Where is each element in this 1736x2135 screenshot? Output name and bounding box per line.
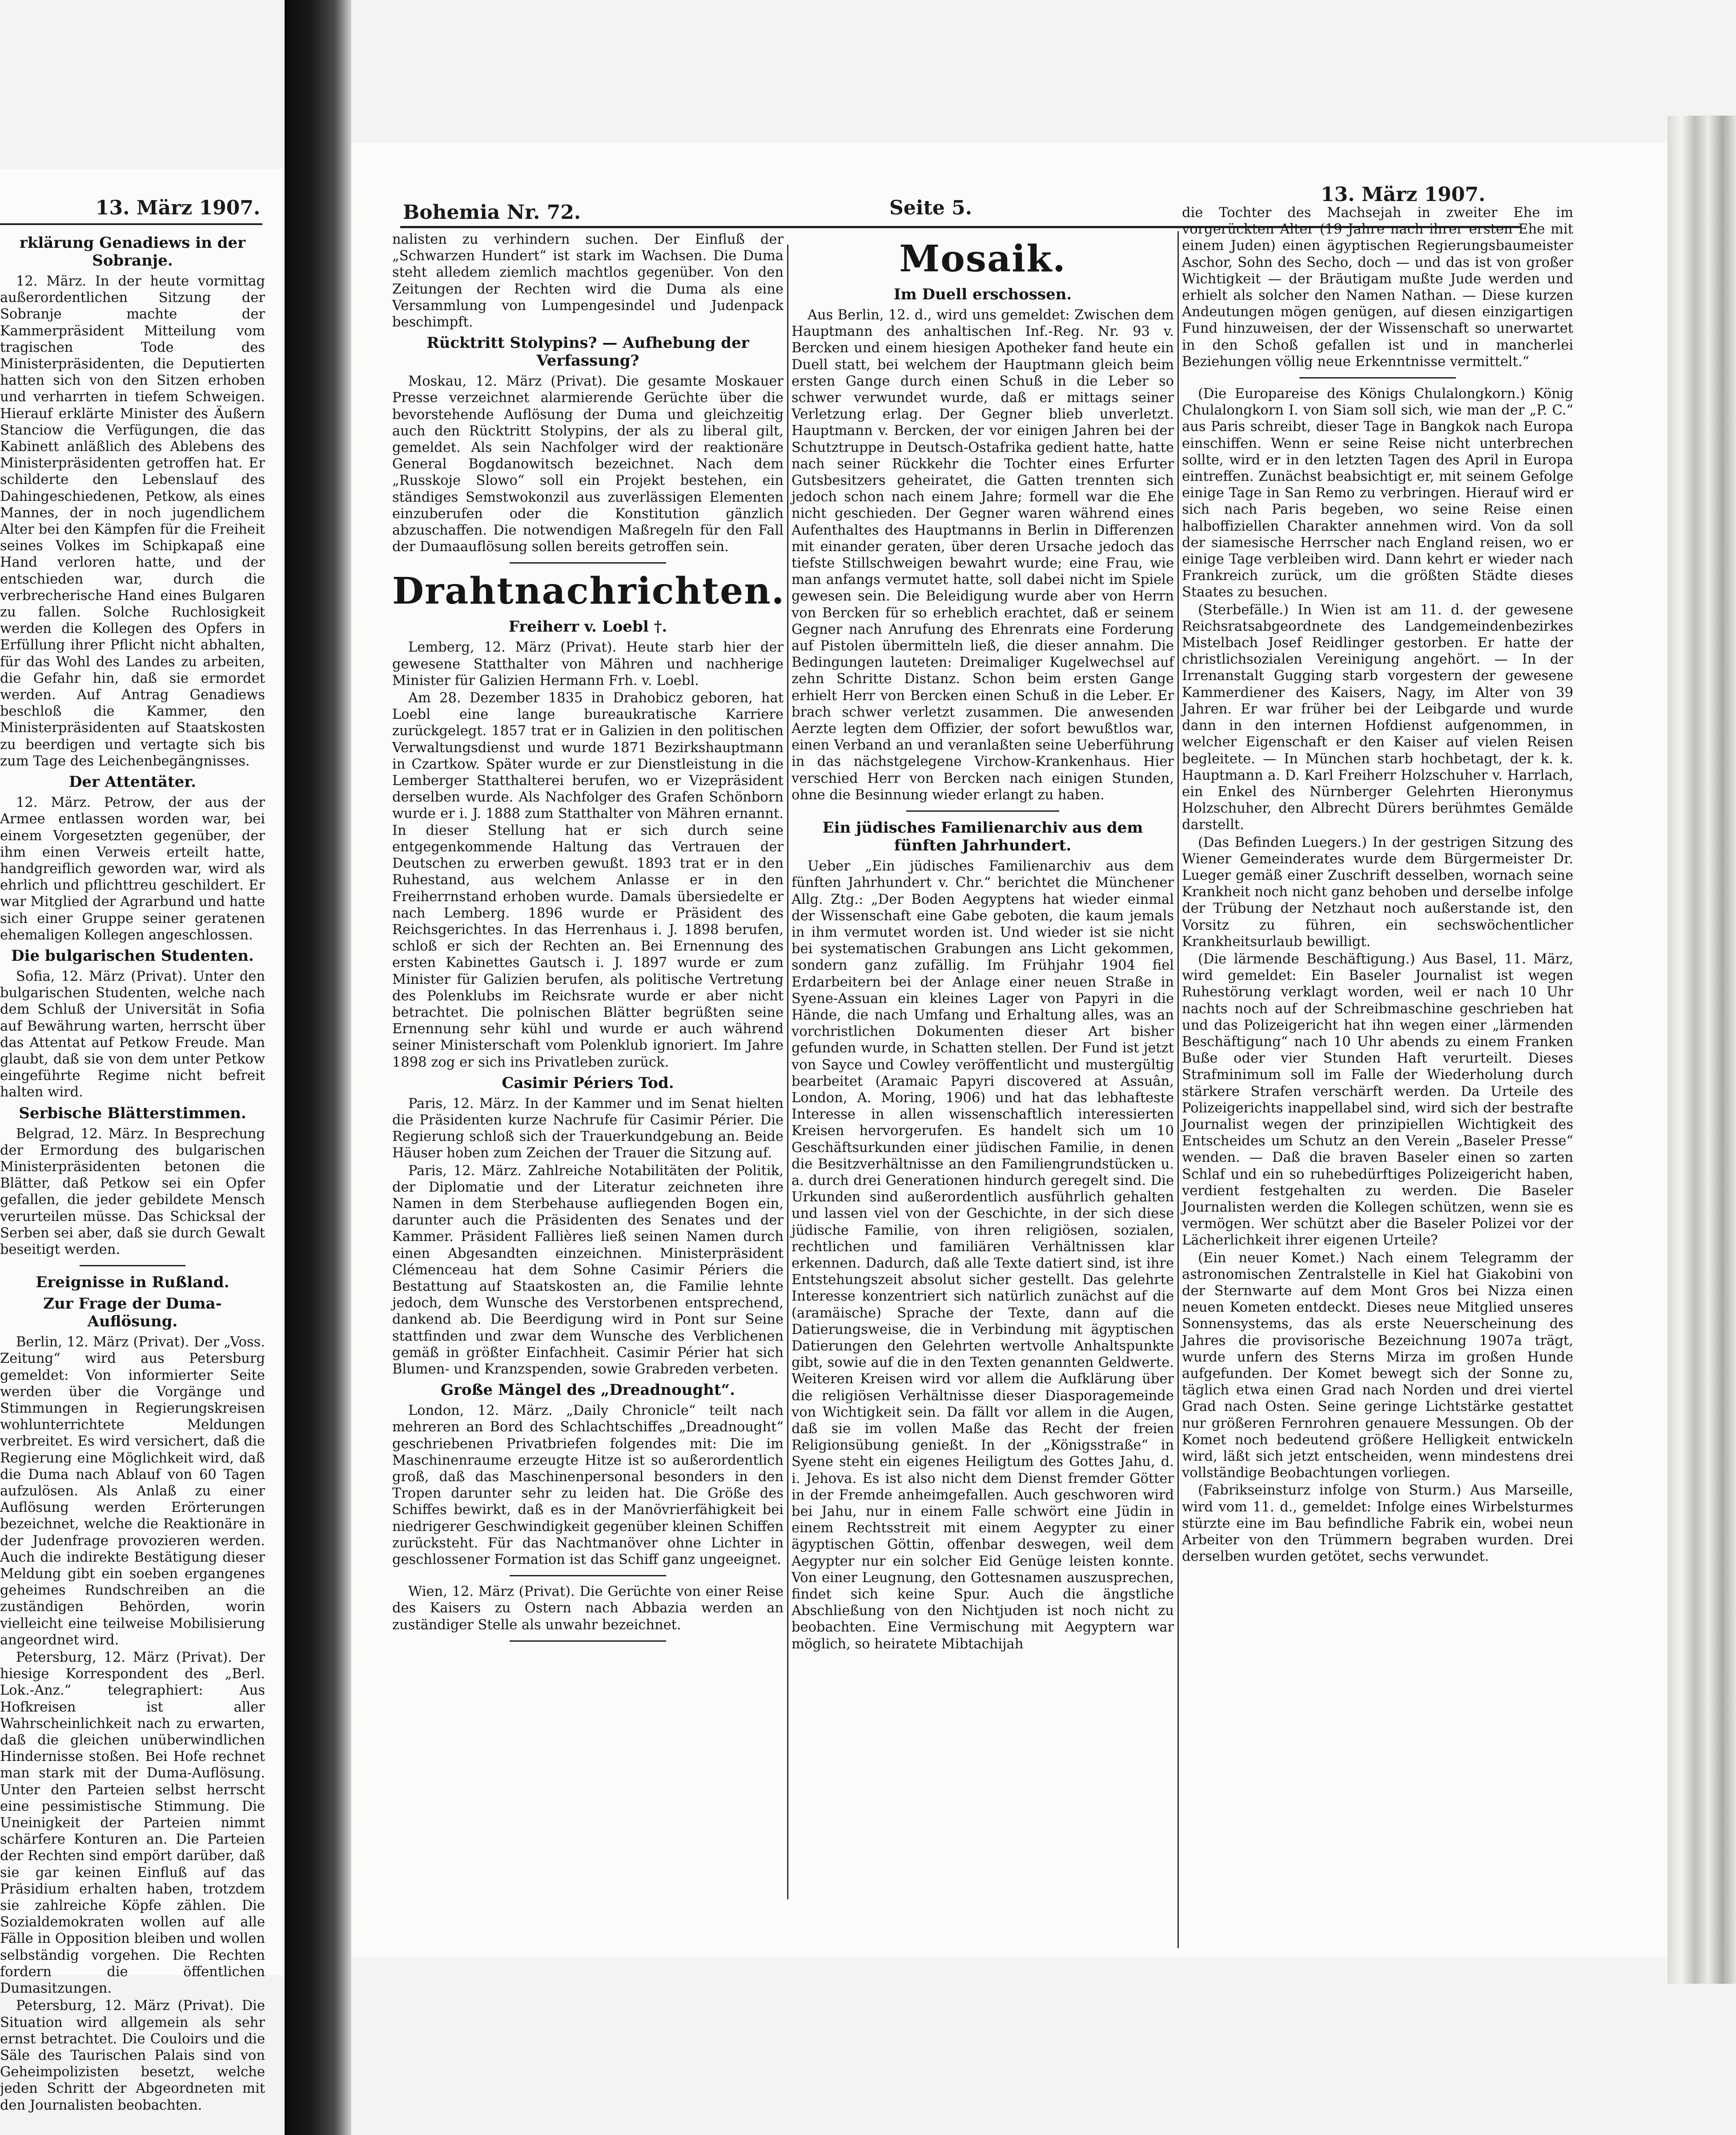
article-paragraph: Aus Berlin, 12. d., wird uns gemeldet: Zwischen dem Hauptmann des anhaltischen Inf.-Reg. Nr. 93 v. Bercken und einem hiesigen Apotheker fand heute ein Duell statt, bei welchem der Hauptmann gleich beim ersten Gange durch einen Schuß in die Leber so schwer verwundet wurde, daß er mittags seiner Verletzung erlag. Der Gegner blieb unverletzt. Hauptmann v. Bercken, der vor einigen Jahren bei der Schutztruppe in Deutsch-Ostafrika gedient hatte, hatte nach seiner Rückkehr die Tochter eines Erfurter Gutsbesitzers geheiratet, die Gatten trennten sich jedoch schon nach einem Jahre; formell war die Ehe nicht geschieden. Der Gegner waren während eines Aufenthaltes des Hauptmanns in Berlin in Differenzen mit einander geraten, über deren Ursache jedoch das tiefste Stillschweigen bewahrt wurde; eine Frau, wie man anfangs vermutet hatte, soll dabei nicht im Spiele gewesen sein. Die Beleidigung wurde aber von Herrn von Bercken für so erheblich erachtet, daß er seinem Gegner nach Anrufung des Ehrenrats eine Forderung auf Pistolen übermitteln ließ, die dieser annahm. Die Bedingungen lauteten: Dreimaliger Kugelwechsel auf zehn Schritte Distanz. Schon beim ersten Gange erhielt Herr von Bercken einen Schuß in die Leber. Er brach schwer verletzt zusammen. Die anwesenden Aerzte legten dem Offizier, der sofort bewußtlos war, einen Verband an und veranlaßten seine Ueberführung in das nächstgelegene Virchow-Krankenhaus. Hier verschied Herr von Bercken nach einigen Stunden, ohne die Besinnung wieder erlangt zu haben.: [792, 307, 1174, 803]
article-paragraph: Paris, 12. März. In der Kammer und im Senat hielten die Präsidenten kurze Nachrufe für Casimir Périer. Die Regierung schloß sich der Trauerkundgebung an. Beide Häuser hoben zum Zeichen der Trauer die Sitzung auf.: [392, 1096, 784, 1161]
left-page: [0, 169, 285, 2113]
article-paragraph: Am 28. Dezember 1835 in Drahobicz geboren, hat Loebl eine lange bureaukratische Karriere zurückgelegt. 1857 trat er in Galizien in den politischen Verwaltungsdienst und wurde 1871 Bezirkshauptmann in Czartkow. Später wurde er zur Dienstleistung in die Lemberger Statthalterei berufen, wo er Vizepräsident derselben wurde. Als Nachfolger des Grafen Schönborn wurde er i. J. 1888 zum Statthalter von Mähren ernannt. In dieser Stellung hat er sich durch seine entgegenkommende Haltung das Vertrauen der Deutschen zu erwerben gewußt. 1893 trat er in den Ruhestand, aus welchem Anlasse er in den Freiherrnstand erhoben wurde. Damals übersiedelte er nach Lemberg. 1896 wurde er Präsident des Reichsgerichtes. In das Herrenhaus i. J. 1898 berufen, schloß er sich der Rechten an. Bei Ernennung des ersten Kabinettes Gautsch i. J. 1897 wurde er zum Minister für Galizien berufen, als politische Vertretung des Polenklubs im Reichsrate wurde er aber nicht betrachtet. Die polnischen Blätter begrüßten seine Ernennung sehr kühl und wurde er auch während seiner Ministerschaft vom Polenklub ignoriert. Im Jahre 1898 zog er sich ins Privatleben zurück.: [392, 690, 784, 1070]
column-divider-2: [1177, 231, 1179, 1948]
article-headline: Im Duell erschossen.: [893, 286, 1072, 303]
article-paragraph: die Tochter des Machsejah in zweiter Ehe im vorgerückten Alter (19 Jahre nach ihrer ersten Ehe mit einem Juden) einen ägyptischen Regierungsbaumeister Aschor, Sohn des Secho, doch — und das ist von großer Wichtigkeit — der Bräutigam mußte Jude werden und erhielt als solcher den Namen Nathan. — Diese kurzen Andeutungen mögen genügen, auf diesen einzigartigen Fund hinzuweisen, der der Wissenschaft so unerwartet in den Schoß gefallen ist und in mancherlei Beziehungen völlig neue Erkenntnisse vermittelt.“: [1182, 205, 1573, 370]
article-paragraph: (Fabrikseinsturz infolge von Sturm.) Aus Marseille, wird vom 11. d., gemeldet: Infolge eines Wirbelsturmes stürzte eine im Bau befindliche Fabrik ein, wobei neun Arbeiter von den Trümmern begraben wurden. Drei derselben wurden getötet, sechs verwundet.: [1182, 1482, 1573, 1565]
issue-date: 13. März 1907.: [1321, 183, 1486, 206]
article-paragraph: (Die lärmende Beschäftigung.) Aus Basel, 11. März, wird gemeldet: Ein Baseler Journalist ist wegen Ruhestörung verklagt worden, weil er nach 10 Uhr nachts noch auf der Schreibmaschine geschrieben hat und das Polizeigericht hat ihn wegen einer „lärmenden Beschäftigung“ nach 10 Uhr abends zu einem Franken Buße oder vier Stunden Haft verurteilt. Dieses Strafminimum soll im Falle der Wiederholung durch stärkere Strafen verschärft werden. Da Urteile des Polizeigerichts inappellabel sind, wird sich der bestrafte Journalist wegen der prinzipiellen Wichtigkeit des Entscheides um Schutz an den Verein „Baseler Presse“ wenden. — Daß die braven Baseler einen so zarten Schlaf und ein so ruhebedürftiges Polizeigericht haben, verdient festgehalten zu werden. Die Baseler Journalisten werden die Kollegen schützen, wenn sie es vermögen. Wer schützt aber die Baseler Polizei vor der Lächerlichkeit ihrer eigenen Urteile?: [1182, 951, 1573, 1249]
paper-title: Bohemia Nr. 72.: [403, 201, 581, 224]
article-paragraph: (Sterbefälle.) In Wien ist am 11. d. der gewesene Reichsratsabgeordnete des Landgemeindenbezirkes Mistelbach Josef Reidlinger gestorben. Er hatte der christlichsozialen Vereinigung angehört. — In der Irrenanstalt Gugging starb vorgestern der gewesene Kammerdiener des Kaisers, Nagy, im Alter von 39 Jahren. Er war früher bei der Leibgarde und wurde dann in den internen Hofdienst aufgenommen, in welcher Eigenschaft er den Kaiser auf vielen Reisen begleitete. — In München starb hochbetagt, der k. k. Hauptmann a. D. Karl Freiherr Holzschuher v. Harrlach, ein Enkel des Nürnberger Gelehrten Hieronymus Holzschuher, den Albrecht Dürers berühmtes Gemälde darstellt.: [1182, 602, 1573, 833]
article-paragraph: (Das Befinden Luegers.) In der gestrigen Sitzung des Wiener Gemeinderates wurde dem Bürgermeister Dr. Lueger gemäß einer Zuschrift desselben, wornach seine Krankheit noch nicht ganz behoben und derselbe infolge der Trübung der Netzhaut noch außerstande ist, den Vorsitz zu führen, ein sechswöchentlicher Krankheitsurlaub bewilligt.: [1182, 834, 1573, 950]
article-paragraph: (Ein neuer Komet.) Nach einem Telegramm der astronomischen Zentralstelle in Kiel hat Giakobini von der Sternwarte auf dem Mont Gros bei Nizza einen neuen Kometen entdeckt. Dieses neue Mitglied unseres Sonnensystems, das als erste Neuerscheinung des Jahres die provisorische Bezeichnung 1907a trägt, wurde unfern des Sterns Mirza im großen Hunde aufgefunden. Der Komet bewegt sich der Sonne zu, täglich etwa einen Grad nach Norden und drei viertel Grad nach Osten. Seine geringe Lichtstärke gestattet nur größeren Fernrohren genauere Messungen. Ob der Komet noch bedeutend größere Helligkeit entwickeln wird, läßt sich jetzt entscheiden, wenn mindestens drei vollständige Beobachtungen vorliegen.: [1182, 1250, 1573, 1481]
page-number: Seite 5.: [889, 197, 972, 219]
article-headline: Der Attentäter.: [68, 773, 197, 791]
column-3: [1182, 205, 1573, 1939]
article-paragraph: Berlin, 12. März (Privat). Der „Voss. Zeitung“ wird aus Petersburg gemeldet: Von informierter Seite werden über die Vorgänge und Stimmungen in Regierungskreisen wohlunterrichtete Meldungen verbreitet. Es wird versichert, daß die Regierung eine Möglichkeit wird, daß die Duma nach Ablauf von 60 Tagen aufzulösen. Als Anlaß zu einer Auflösung werden Erörterungen bezeichnet, welche die Reaktionäre in der Judenfrage provozieren werden. Auch die indirekte Bestätigung dieser Meldung gibt ein soeben ergangenes geheimes Rundschreiben an die zuständigen Behörden, worin vielleicht eine teilweise Mobilisierung angeordnet wird.: [0, 1334, 265, 1648]
separator-rule: [1299, 377, 1456, 379]
article-headline: Große Mängel des „Dreadnought“.: [441, 1381, 735, 1399]
article-paragraph: Ueber „Ein jüdisches Familienarchiv aus dem fünften Jahrhundert v. Chr.“ berichtet die Münchener Allg. Ztg.: „Der Boden Aegyptens hat wieder einmal der Wissenschaft eine Gabe geboten, die kaum jemals in ihm vermutet worden ist. Und wieder ist sie nicht bei systematischen Grabungen ans Licht gekommen, sondern ganz zufällig. Im Frühjahr 1904 fiel Erdarbeitern bei der Anlage einer neuen Straße in Syene-Assuan ein kleines Lager von Papyri in die Hände, die nach Umfang und Erhaltung alles, was an vorchristlichen Dokumenten dieser Art bisher gefunden wurde, in Schatten stellen. Der Fund ist jetzt von Sayce und Cowley veröffentlicht und mustergültig bearbeitet (Aramaic Papyri discovered at Assuân, London, A. Moring, 1906) und hat das lebhafteste Interesse in allen wissenschaftlich interessierten Kreisen hervorgerufen. Es handelt sich um 10 Geschäftsurkunden einer jüdischen Familie, in denen die Besitzverhältnisse an den Familiengrundstücken u. a. durch drei Generationen hindurch geregelt sind. Die Urkunden sind außerordentlich ausführlich gehalten und lassen viel von der Geschichte, in der sich diese jüdische Familie, von ihren religiösen, sozialen, rechtlichen und familiären Verhältnissen klar erkennen. Dadurch, daß alle Texte datiert sind, ist ihre Entstehungszeit absolut sicher gestellt. Das gelehrte Interesse konzentriert sich natürlich zunächst auf die (aramäische) Sprache der Texte, dann auf die Datierungsweise, die in Verbindung mit ägyptischen Datierungen den Gelehrten wertvolle Anhaltspunkte gibt, sowie auf die in den Texten genannten Geldwerte. Weiteren Kreisen wird vor allem die Aufklärung über die religiösen Verhältnisse dieser Diasporagemeinde von Wichtigkeit sein. Da fällt vor allem in die Augen, daß sie im vollen Maße das Recht der freien Religionsübung genießt. In der „Königsstraße“ in Syene steht ein eigenes Heiligtum des Gottes Jahu, d. i. Jehova. Es ist also nicht dem Dienst fremder Götter in der Fremde anheimgefallen. Auch geschworen wird bei Jahu, nur in einem Falle schwört eine Jüdin in einem Rechtsstreit mit einem Aegypter zu einer ägyptischen Göttin, offenbar deswegen, weil dem Aegypter nur ein solcher Eid Genüge leisten konnte. Von einer Leugnung, den Gottesnamen auszusprechen, findet sich keine Spur. Auch die ängstliche Abschließung von den Nichtjuden ist noch nicht zu beobachten. Eine Vermischung mit Aegyptern war möglich, so heiratete Mibtachijah: [792, 858, 1174, 1652]
article-headline: Ereignisse in Rußland.: [36, 1273, 229, 1292]
article-paragraph: Sofia, 12. März (Privat). Unter den bulgarischen Studenten, welche nach dem Schluß der Universität in Sofia auf Bewährung warten, herrscht über das Attentat auf Petkow Freude. Man glaubt, daß sie von dem unter Petkow eingeführte Regime nicht befreit halten wird.: [0, 968, 265, 1100]
article-paragraph: Paris, 12. März. Zahlreiche Notabilitäten der Politik, der Diplomatie und der Literatur zeichneten ihre Namen in dem Sterbehause aufliegenden Bogen ein, darunter auch die Präsidenten des Senates und der Kammer. Präsident Fallières ließ seinen Namen durch einen Abgesandten einzeichnen. Ministerpräsident Clémenceau hat dem Sohne Casimir Périers die Bestattung auf Staatskosten an, die Familie lehnte jedoch, dem Wunsche des Verstorbenen entsprechend, dankend ab. Die Beerdigung wird in Pont sur Seine stattfinden und zwar dem Wunsche des Verblichenen gemäß in größter Einfachheit. Casimir Périer hat sich Blumen- und Kranzspenden, sowie Grabreden verbeten.: [392, 1163, 784, 1377]
article-headline: Zur Frage der Duma-Auflösung.: [43, 1295, 222, 1331]
newspaper-page: [351, 142, 1668, 1957]
article-headline: Freiherr v. Loebl †.: [508, 618, 667, 636]
separator-rule: [510, 1640, 666, 1642]
column-divider-1: [787, 245, 788, 1899]
left-page-column: [0, 230, 265, 2113]
section-title: Mosaik.: [899, 238, 1066, 280]
article-headline: Ein jüdisches Familienarchiv aus dem fünften Jahrhundert.: [822, 819, 1143, 855]
article-paragraph: Petersburg, 12. März (Privat). Der hiesige Korrespondent des „Berl. Lok.-Anz.“ telegraphiert: Aus Hofkreisen ist aller Wahrscheinlichkeit nach zu erwarten, daß die gleichen unüberwindlichen Hindernisse stoßen. Bei Hofe rechnet man stark mit der Duma-Auflösung. Unter den Parteien selbst herrscht eine pessimistische Stimmung. Die Uneinigkeit der Parteien nimmt schärfere Konturen an. Die Parteien der Rechten sind empört darüber, daß sie gar keinen Einfluß auf das Präsidium erhalten haben, trotzdem sie zahlreiche Köpfe zählen. Die Sozialdemokraten wollen auf alle Fälle in Opposition bleiben und wollen selbständig vorgehen. Die Rechten fordern die öffentlichen Dumasitzungen.: [0, 1650, 265, 1997]
book-gutter-shadow: [285, 0, 351, 2135]
article-paragraph: 12. März. Petrow, der aus der Armee entlassen worden war, bei einem Vorgesetzten gegenüber, der ihm einen Verweis erteilt hatte, handgreiflich geworden war, wird als ehrlich und pflichttreu geschildert. Er war Mitglied der Agrarbund und hatte sich einer Gruppe seiner geratenen ehemaligen Kollegen angeschlossen.: [0, 795, 265, 943]
article-headline: Casimir Périers Tod.: [502, 1074, 674, 1092]
separator-rule: [510, 1575, 666, 1576]
article-headline: Rücktritt Stolypins? — Aufhebung der Verfassung?: [426, 334, 749, 370]
article-paragraph: Lemberg, 12. März (Privat). Heute starb hier der gewesene Statthalter von Mähren und nachherige Minister für Galizien Hermann Frh. v. Loebl.: [392, 640, 784, 689]
article-paragraph: 12. März. In der heute vormittag außerordentlichen Sitzung der Sobranje machte der Kammerpräsident Mitteilung vom tragischen Tode des Ministerpräsidenten, die Deputierten hatten sich von den Sitzen erhoben und verharrten in tiefem Schweigen. Hierauf erklärte Minister des Äußern Stanciow die Verfügungen, die das Kabinett anläßlich des Ablebens des Ministerpräsidenten getroffen hat. Er schilderte den Lebenslauf des Dahingeschiedenen, Petkow, als eines Mannes, der in noch jugendlichem Alter bei den Kämpfen für die Freiheit seines Volkes im Schipkapaß eine Hand verloren hatte, und der entschieden war, durch die verbrecherische Hand eines Bulgaren zu fallen. Solche Ruchlosigkeit werden die Kollegen des Opfers in Erfüllung ihrer Pflicht nicht abhalten, für das Wohl des Landes zu arbeiten, die Gefahr hin, daß sie ermordet werden. Auf Antrag Genadiews beschloß die Kammer, den Ministerpräsidenten auf Staatskosten zu beerdigen und vertagte sich bis zum Tage des Leichenbegängnisses.: [0, 274, 265, 769]
article-paragraph: (Die Europareise des Königs Chulalongkorn.) König Chulalongkorn I. von Siam soll sich, wie man der „P. C.“ aus Paris schreibt, dieser Tage in Bangkok nach Europa einschiffen. Wenn er seine Reise nicht unterbrechen sollte, wird er in den letzten Tagen des April in Europa eintreffen. Zunächst beabsichtigt er, mit seinem Gefolge einige Tage in San Remo zu verbringen. Hierauf wird er sich nach Paris begeben, wo seine Reise einen halboffiziellen Charakter annehmen wird. Von da soll der siamesische Herrscher nach England reisen, wo er einige Tage verbleiben wird. Dann kehrt er wieder nach Frankreich zurück, um die größten Städte dieses Staates zu besuchen.: [1182, 386, 1573, 600]
article-paragraph: Wien, 12. März (Privat). Die Gerüchte von einer Reise des Kaisers zu Ostern nach Abbazia werden an zuständiger Stelle als unwahr bezeichnet.: [392, 1584, 784, 1633]
section-title: Drahtnachrichten.: [392, 570, 785, 613]
left-page-date: 13. März 1907.: [96, 197, 261, 219]
article-headline: rklärung Genadiews in der Sobranje.: [19, 234, 246, 270]
separator-rule: [80, 1265, 185, 1266]
article-paragraph: Belgrad, 12. März. In Besprechung der Ermordung des bulgarischen Ministerpräsidenten betonen die Blätter, daß Petkow sei ein Opfer gefallen, die jeder gebildete Mensch verurteilen müsse. Das Schicksal der Serben sei aber, daß sie durch Gewalt beseitigt werden.: [0, 1126, 265, 1257]
article-headline: Serbische Blätterstimmen.: [19, 1104, 246, 1122]
column-2: [792, 231, 1174, 1948]
separator-rule: [510, 562, 666, 564]
left-header-rule: [0, 223, 262, 225]
column-1: [392, 231, 784, 1886]
article-paragraph: Moskau, 12. März (Privat). Die gesamte Moskauer Presse verzeichnet alarmierende Gerüchte über die bevorstehende Auflösung der Duma und gleichzeitig auch den Rücktritt Stolypins, der als zu liberal gilt, gemeldet. Als sein Nachfolger wird der reaktionäre General Bogdanowitsch bezeichnet. Nach dem „Russkoje Slowo“ soll ein Projekt bestehen, ein ständiges Semstwokonzil aus zuverlässigen Elementen einzuberufen oder die Konstitution gänzlich abzuschaffen. Die notwendigen Maßregeln für den Fall der Dumaauflösung sollen bereits getroffen sein.: [392, 374, 784, 555]
separator-rule: [906, 810, 1059, 812]
article-paragraph: London, 12. März. „Daily Chronicle“ teilt nach mehreren an Bord des Schlachtschiffes „Dreadnought“ geschriebenen Privatbriefen folgendes mit: Die im Maschinenraume erzeugte Hitze ist so außerordentlich groß, daß das Maschinenpersonal besonders in den Tropen darunter sehr zu leiden hat. Die Größe des Schiffes bewirkt, daß es in der Manövrierfähigkeit bei niedrigerer Geschwindigkeit gegenüber kleinen Schiffen zurücksteht. Für das Nachtmanöver ohne Lichter in geschlossener Formation ist das Schiff ganz ungeeignet.: [392, 1403, 784, 1568]
article-paragraph: Petersburg, 12. März (Privat). Die Situation wird allgemein als sehr ernst betrachtet. Die Couloirs und die Säle des Taurischen Palais sind von Geheimpolizisten besetzt, welche jeden Schritt der Abgeordneten mit den Journalisten beobachten.: [0, 1998, 265, 2113]
article-paragraph: nalisten zu verhindern suchen. Der Einfluß der „Schwarzen Hundert“ ist stark im Wachsen. Die Duma steht alledem ziemlich machtlos gegenüber. Von den Zeitungen der Rechten wird die Duma als eine Versammlung von Lumpengesindel und Judenpack beschimpft.: [392, 232, 784, 330]
article-headline: Die bulgarischen Studenten.: [11, 947, 254, 965]
page-stack-edge: [1668, 116, 1736, 1984]
